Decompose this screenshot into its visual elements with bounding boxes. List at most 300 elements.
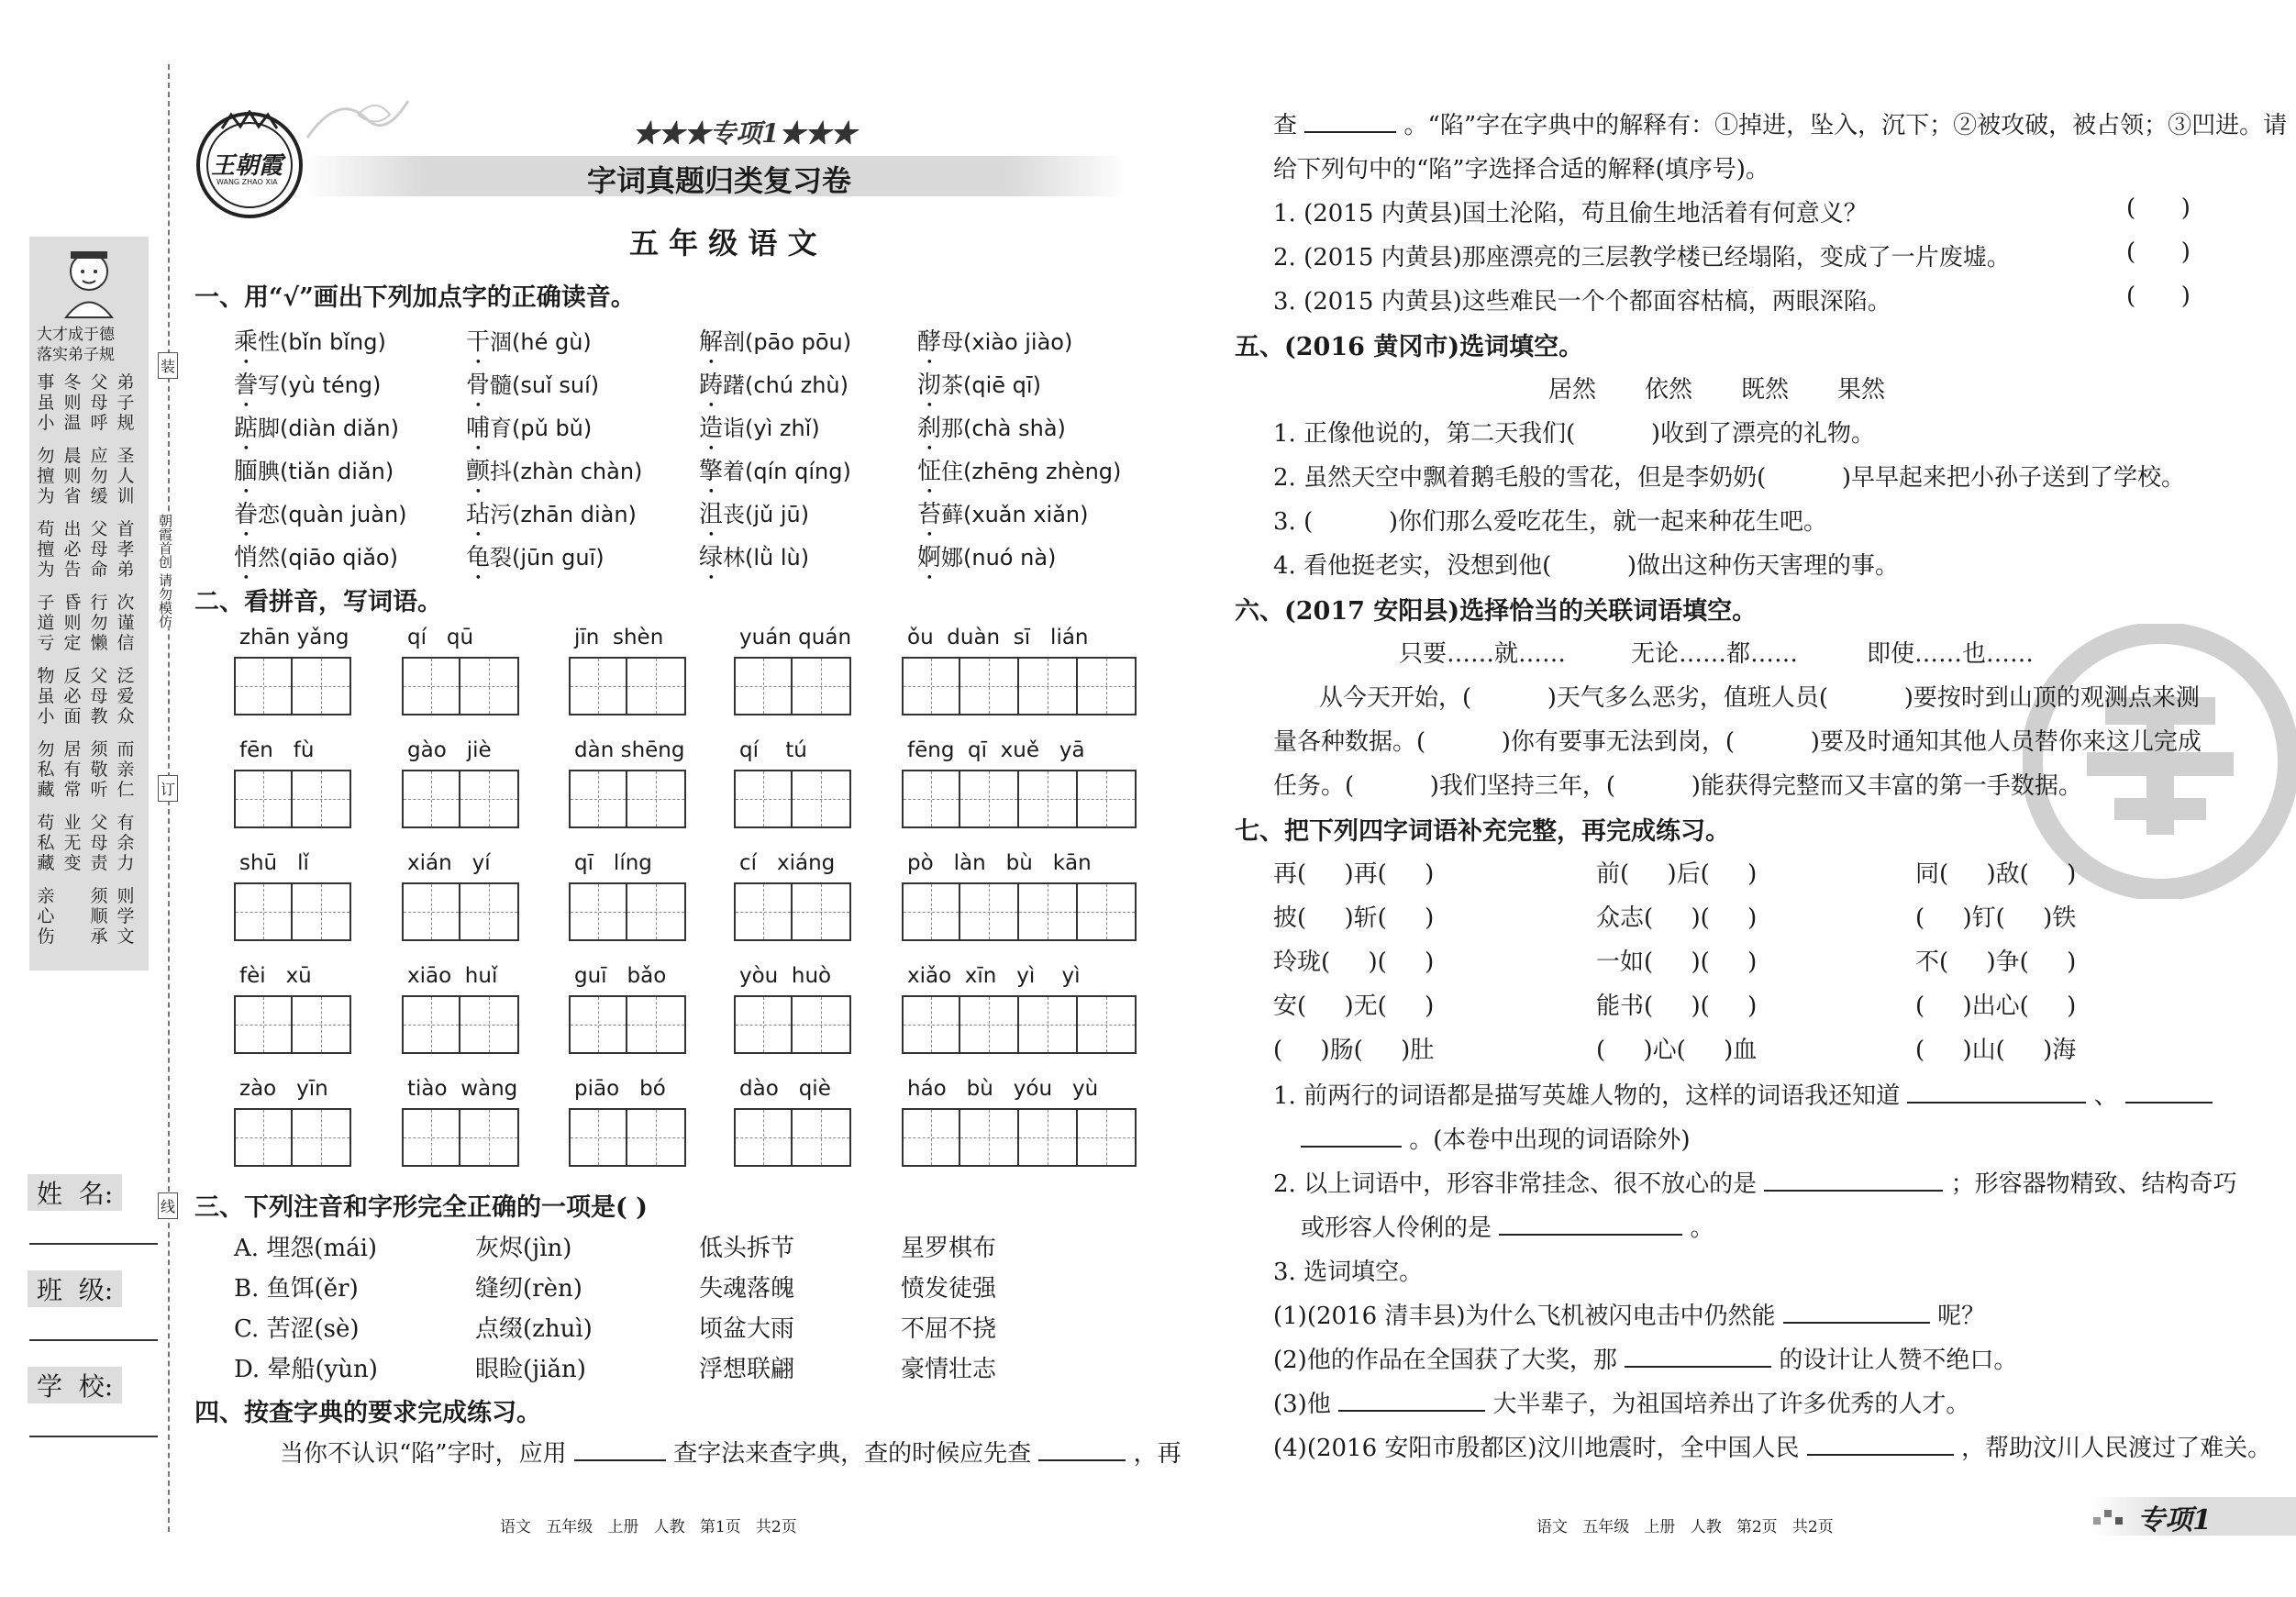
q2-char-cell[interactable] — [402, 770, 460, 828]
q1-item[interactable] — [234, 452, 394, 499]
q2-char-cell[interactable] — [627, 995, 686, 1054]
q7-idiom[interactable]: 再( )再( ) — [1273, 860, 1435, 888]
q2-char-cell[interactable] — [234, 1108, 293, 1167]
q7-idiom[interactable]: ( )出心( ) — [1915, 993, 2077, 1020]
q2-pinyin: dào qiè — [739, 1077, 831, 1101]
q2-char-cell[interactable] — [569, 882, 627, 941]
q4-text-3: ，再 — [1133, 1440, 1181, 1468]
q2-char-cell[interactable] — [1019, 657, 1078, 715]
q7-s4 — [1273, 1429, 2271, 1463]
sidebar-verse: 弟子规 — [116, 372, 135, 433]
q1-item[interactable] — [234, 495, 407, 542]
q1-item[interactable] — [466, 409, 592, 456]
q2-char-cell[interactable] — [734, 882, 793, 941]
verse-columns — [37, 372, 142, 959]
q1-options: 母(xiào jiào) — [941, 329, 1073, 355]
q1-options: 污(zhān diàn) — [490, 502, 637, 527]
school-line — [29, 1436, 158, 1437]
q6-line[interactable]: 任务。( )我们坚持三年，( )能获得完整而又丰富的第一手数据。 — [1273, 772, 2082, 800]
sidebar-verse: 须敬听 — [90, 739, 108, 800]
q4-line — [280, 1435, 1181, 1469]
sidebar-verse: 苟私藏 — [37, 813, 55, 873]
q1-options: 写(yù téng) — [258, 372, 382, 398]
q2-char-cell[interactable] — [569, 1108, 627, 1167]
q5-item[interactable]: 2. 虽然天空中飘着鹅毛般的雪花，但是李奶奶( )早早起来把小孙子送到了学校。 — [1273, 464, 2186, 492]
q1-dotted-char: 绿 — [699, 544, 724, 571]
q2-char-cell[interactable] — [902, 995, 960, 1054]
q4-cont-text-b: 。“陷”字在字典中的解释有：①掉进，坠入，沉下；②被攻破，被占领；③凹进。请 — [1403, 112, 2288, 139]
q2-writing-grid[interactable] — [734, 882, 851, 941]
logo-text: 王朝霞 — [211, 152, 283, 180]
ribbon-decoration — [303, 92, 413, 147]
sidebar-verse: 勿擅为 — [37, 446, 55, 506]
q7-s3-end: 大半辈子，为祖国培养出了许多优秀的人才。 — [1492, 1391, 1970, 1418]
q2-char-cell[interactable] — [793, 657, 851, 715]
q7-s2-blank[interactable] — [1625, 1347, 1771, 1368]
q6-line[interactable]: 量各种数据。( )你有要事无法到岗，( )要及时通知其他人员替你来这儿完成 — [1273, 728, 2202, 756]
q2-char-cell[interactable] — [627, 770, 686, 828]
q1-dotted-char: 乘 — [234, 328, 259, 356]
sidebar-verse: 有余力 — [116, 813, 135, 873]
q7-idiom[interactable]: 众志( )( ) — [1596, 904, 1758, 932]
q1-item[interactable] — [917, 452, 1121, 499]
q1-item[interactable] — [466, 495, 637, 542]
q2-char-cell[interactable] — [1078, 657, 1137, 715]
page-subtitle: 五 年 级 语 文 — [629, 226, 817, 261]
sidebar-verse: 出必告 — [63, 519, 82, 580]
q2-pinyin: zào yīn — [239, 1077, 328, 1101]
q1-options: 娜(nuó nà) — [941, 545, 1057, 571]
q3-option-choice[interactable]: A. 埋怨(mái) — [234, 1235, 378, 1262]
q1-dotted-char: 颤 — [466, 458, 491, 485]
q2-char-cell[interactable] — [293, 882, 351, 941]
q2-pinyin: qí qū — [407, 626, 474, 649]
q2-char-cell[interactable] — [902, 1108, 960, 1167]
q2-char-cell[interactable] — [627, 882, 686, 941]
q4-cont-text-a: 查 — [1273, 112, 1298, 139]
q1-item[interactable] — [917, 538, 1056, 585]
q7-s3-blank[interactable] — [1338, 1392, 1485, 1412]
q4-answer-paren[interactable]: ( ) — [2126, 194, 2191, 222]
q2-char-cell[interactable] — [1078, 995, 1137, 1054]
q1-item[interactable] — [466, 452, 642, 499]
q1-dotted-char: 悄 — [234, 544, 259, 571]
q7-sub2-text-c: 或形容人伶俐的是 — [1301, 1214, 1492, 1242]
corner-decoration — [2093, 1504, 2130, 1526]
q7-s4-blank[interactable] — [1807, 1436, 1954, 1456]
q7-idiom[interactable]: ( )肠( )肚 — [1273, 1037, 1435, 1064]
q1-item[interactable] — [917, 366, 1041, 413]
q2-char-cell[interactable] — [734, 1108, 793, 1167]
q1-item[interactable] — [234, 538, 398, 585]
q2-pinyin: jīn shèn — [574, 626, 664, 649]
q3-option-word: 顷盆大雨 — [699, 1315, 795, 1343]
q2-char-cell[interactable] — [734, 657, 793, 715]
q1-dotted-char: 解 — [699, 328, 724, 356]
q2-char-cell[interactable] — [902, 882, 960, 941]
q5-word: 依然 — [1645, 376, 1693, 404]
q2-pinyin: shū lǐ — [239, 851, 309, 875]
q5-word: 既然 — [1741, 376, 1790, 404]
q6-word: 即使……也…… — [1867, 640, 2035, 668]
q7-title: 七、把下列四字词语补充完整，再完成练习。 — [1235, 817, 1730, 846]
seal-watermark-icon — [2023, 624, 2296, 899]
q1-dotted-char: 造 — [699, 415, 724, 442]
q4-blank-2[interactable] — [1038, 1441, 1126, 1461]
q2-writing-grid[interactable] — [402, 1108, 519, 1167]
q1-options: 藓(xuǎn xiǎn) — [941, 502, 1089, 527]
q6-title: 六、(2017 安阳县)选择恰当的关联词语填空。 — [1235, 597, 1758, 626]
q1-options: 那(chà shà) — [941, 416, 1066, 441]
q4-answer-paren[interactable]: ( ) — [2126, 283, 2191, 310]
q2-writing-grid[interactable] — [569, 1108, 686, 1167]
q7-sub2-cont — [1301, 1209, 1714, 1243]
q2-char-cell[interactable] — [293, 657, 351, 715]
q1-item[interactable] — [917, 409, 1066, 456]
q3-option-word: 浮想联翩 — [699, 1356, 795, 1383]
q2-char-cell[interactable] — [734, 770, 793, 828]
q7-idiom[interactable]: ( )钉( )铁 — [1915, 904, 2077, 932]
q4-text-2: 查字法来查字典，查的时候应先查 — [673, 1440, 1032, 1468]
q7-idiom[interactable]: 玲珑( )( ) — [1273, 948, 1435, 976]
q2-writing-grid[interactable] — [902, 657, 1137, 715]
sidebar-verse: 父母责 — [90, 813, 108, 873]
q2-writing-grid[interactable] — [569, 770, 686, 828]
q2-pinyin: háo bù yóu yù — [907, 1077, 1099, 1101]
q2-char-cell[interactable] — [1078, 770, 1137, 828]
q7-sub2-blank-2[interactable] — [1499, 1215, 1682, 1236]
q7-idiom[interactable]: ( )山( )海 — [1915, 1037, 2077, 1064]
sidebar-verse: 首孝弟 — [116, 519, 135, 580]
q7-s2 — [1273, 1341, 2017, 1375]
q2-char-cell[interactable] — [1019, 1108, 1078, 1167]
q1-item[interactable] — [699, 538, 809, 585]
q2-char-cell[interactable] — [960, 657, 1019, 715]
q3-option-choice[interactable]: D. 晕船(yùn) — [234, 1356, 378, 1383]
q4-item: 2. (2015 内黄县)那座漂亮的三层教学楼已经塌陷，变成了一片废墟。 — [1273, 244, 2011, 272]
sidebar-verse: 泛爱众 — [116, 666, 135, 726]
q1-item[interactable] — [466, 538, 605, 585]
q2-char-cell[interactable] — [402, 882, 460, 941]
q1-dotted-char: 龟 — [466, 544, 491, 571]
q2-char-cell[interactable] — [460, 657, 519, 715]
q2-char-cell[interactable] — [793, 770, 851, 828]
name-label: 姓 名: — [28, 1174, 122, 1211]
q7-sub1-blank-3[interactable] — [1301, 1127, 1402, 1148]
q2-char-cell[interactable] — [1019, 770, 1078, 828]
q1-dotted-char: 哺 — [466, 415, 491, 442]
q1-dotted-char: 沮 — [699, 501, 724, 528]
q2-pinyin: qí tú — [739, 738, 807, 762]
q5-item[interactable]: 1. 正像他说的，第二天我们( )收到了漂亮的礼物。 — [1273, 420, 1876, 448]
q1-item[interactable] — [699, 366, 849, 413]
q1-options: 着(qín qíng) — [723, 459, 851, 484]
q2-char-cell[interactable] — [793, 1108, 851, 1167]
q2-writing-grid[interactable] — [402, 657, 519, 715]
sidebar-verse: 父母命 — [90, 519, 108, 580]
cartoon-icon — [57, 246, 121, 319]
q7-sub1-blank-2[interactable] — [2125, 1083, 2213, 1103]
q2-writing-grid[interactable] — [734, 657, 851, 715]
q2-char-cell[interactable] — [402, 995, 460, 1054]
q2-pinyin: xián yí — [407, 851, 491, 875]
logo-sub: WANG ZHAO XIA — [216, 178, 278, 186]
q3-option-word: 不屈不挠 — [901, 1315, 997, 1343]
sidebar-verse: 圣人训 — [116, 446, 135, 506]
q6-line[interactable]: 从今天开始，( )天气多么恶劣，值班人员( )要按时到山顶的观测点来测 — [1319, 684, 2200, 712]
q2-title: 二、看拼音，写词语。 — [194, 588, 442, 616]
q1-dotted-char: 眷 — [234, 501, 259, 528]
q1-dotted-char: 婀 — [917, 544, 942, 571]
q7-s1-blank[interactable] — [1783, 1303, 1930, 1324]
school-label: 学 校: — [28, 1367, 122, 1403]
q2-pinyin: yuán quán — [739, 626, 852, 649]
sidebar-verse: 居有常 — [63, 739, 82, 800]
q1-options: 育(pǔ bǔ) — [490, 416, 593, 441]
q4-text-1: 当你不认识“陷”字时，应用 — [280, 1440, 567, 1468]
q2-pinyin: dàn shēng — [574, 738, 685, 762]
q4-cont-line-1 — [1273, 106, 2287, 140]
q2-char-cell[interactable] — [460, 995, 519, 1054]
q2-writing-grid[interactable] — [902, 995, 1137, 1054]
right-footer: 语文 五年级 上册 人教 第2页 共2页 — [1536, 1518, 1834, 1536]
sidebar-verse: 物虽小 — [37, 666, 55, 726]
page-title: 字词真题归类复习卷 — [587, 163, 852, 198]
q2-char-cell[interactable] — [960, 995, 1019, 1054]
q3-option-word: 缝纫(rèn) — [475, 1275, 582, 1303]
q5-item[interactable]: 3. ( )你们那么爱吃花生，就一起来种花生吧。 — [1273, 508, 1828, 536]
q1-item[interactable] — [917, 323, 1072, 370]
q1-dotted-char: 骨 — [466, 372, 491, 399]
q7-s1-text: (1)(2016 清丰县)为什么飞机被闪电击中仍然能 — [1273, 1303, 1776, 1330]
q2-writing-grid[interactable] — [734, 1108, 851, 1167]
q2-pinyin: tiào wàng — [407, 1077, 518, 1101]
fold-mark-1: 装 — [158, 352, 178, 379]
q7-s2-end: 的设计让人赞不绝口。 — [1779, 1347, 2018, 1374]
q2-writing-grid[interactable] — [902, 882, 1137, 941]
q7-sub2-text: 2. 以上词语中，形容非常挂念、很不放心的是 — [1273, 1170, 1758, 1198]
q2-writing-grid[interactable] — [734, 995, 851, 1054]
q2-writing-grid[interactable] — [234, 657, 351, 715]
sidebar-verse: 事虽小 — [37, 372, 55, 433]
q1-options: 腆(tiǎn diǎn) — [258, 459, 394, 484]
q7-s4-text: (4)(2016 安阳市殷都区)汶川地震时，全中国人民 — [1273, 1435, 1800, 1462]
q1-title: 一、用“√”画出下列加点字的正确读音。 — [194, 283, 636, 312]
q5-title: 五、(2016 黄冈市)选词填空。 — [1235, 333, 1584, 361]
q2-char-cell[interactable] — [234, 882, 293, 941]
q1-item[interactable] — [699, 323, 851, 370]
q2-pinyin: fèi xū — [239, 964, 312, 988]
sidebar-verse: 亲心伤 — [37, 886, 55, 947]
q2-writing-grid[interactable] — [402, 995, 519, 1054]
q1-dotted-char: 玷 — [466, 501, 491, 528]
q4-item: 3. (2015 内黄县)这些难民一个个都面容枯槁，两眼深陷。 — [1273, 288, 1891, 316]
q7-s4-end: ，帮助汶川人民渡过了难关。 — [1961, 1435, 2272, 1462]
q5-item[interactable]: 4. 看他挺老实，没想到他( )做出这种伤天害理的事。 — [1273, 552, 1900, 580]
school-field[interactable] — [20, 1367, 158, 1440]
sidebar-verse: 反必面 — [63, 666, 82, 726]
q7-sub1-blank-1[interactable] — [1907, 1083, 2086, 1103]
q2-writing-grid[interactable] — [234, 882, 351, 941]
q2-char-cell[interactable] — [402, 1108, 460, 1167]
q2-char-cell[interactable] — [960, 1108, 1019, 1167]
logo-badge — [194, 110, 305, 220]
q3-option-word: 灰烬(jìn) — [475, 1235, 572, 1262]
name-field[interactable] — [20, 1174, 158, 1248]
q1-options: 性(bǐn bǐng) — [258, 329, 386, 355]
q7-sub2-text-d: 。 — [1690, 1214, 1714, 1242]
q1-dotted-char: 干 — [466, 328, 491, 356]
q2-char-cell[interactable] — [569, 770, 627, 828]
sidebar-verse: 子道亏 — [37, 593, 55, 653]
fold-mark-2: 订 — [158, 775, 178, 802]
q2-writing-grid[interactable] — [234, 770, 351, 828]
q1-item[interactable] — [466, 366, 599, 413]
q2-writing-grid[interactable] — [902, 1108, 1137, 1167]
q6-word: 只要……就…… — [1399, 640, 1567, 668]
q1-item[interactable] — [234, 323, 386, 370]
q3-title: 三、下列注音和字形完全正确的一项是( ) — [194, 1193, 648, 1222]
q2-writing-grid[interactable] — [569, 657, 686, 715]
q2-writing-grid[interactable] — [402, 882, 519, 941]
q2-char-cell[interactable] — [293, 995, 351, 1054]
q2-char-cell[interactable] — [627, 657, 686, 715]
q2-char-cell[interactable] — [293, 770, 351, 828]
q2-char-cell[interactable] — [402, 657, 460, 715]
corner-tag-label: 专项1 — [2137, 1504, 2212, 1536]
q2-pinyin: zhān yǎng — [239, 626, 349, 649]
q4-blank-3[interactable] — [1304, 113, 1396, 133]
q2-char-cell[interactable] — [234, 657, 293, 715]
q2-char-cell[interactable] — [569, 657, 627, 715]
q7-idiom[interactable]: 披( )斩( ) — [1273, 904, 1435, 932]
q2-char-cell[interactable] — [460, 882, 519, 941]
q1-dotted-char: 誊 — [234, 372, 259, 399]
motto-sidebar — [29, 237, 149, 970]
q7-sub1-cont — [1301, 1121, 1691, 1155]
q2-char-cell[interactable] — [1019, 995, 1078, 1054]
q1-item[interactable] — [699, 409, 820, 456]
q7-sub1-text: 1. 前两行的词语都是描写英雄人物的，这样的词语我还知道 — [1273, 1082, 1901, 1110]
q1-options: 涸(hé gù) — [490, 329, 592, 355]
class-label: 班 级: — [28, 1270, 122, 1307]
q2-char-cell[interactable] — [1078, 1108, 1137, 1167]
q1-options: 住(zhēng zhèng) — [941, 459, 1122, 484]
q7-idiom[interactable]: 前( )后( ) — [1596, 860, 1758, 888]
q6-word: 无论……都…… — [1631, 640, 1799, 668]
q2-pinyin: guī bǎo — [574, 964, 667, 988]
q2-char-cell[interactable] — [234, 770, 293, 828]
q1-dotted-char: 苔 — [917, 501, 942, 528]
sidebar-verse: 父母呼 — [90, 372, 108, 433]
q2-char-cell[interactable] — [960, 882, 1019, 941]
q1-options: 丧(jǔ jū) — [723, 502, 810, 527]
q1-options: 髓(suǐ suí) — [490, 372, 600, 398]
sidebar-verse: 昏则定 — [63, 593, 82, 653]
q3-option-word: 点缀(zhuì) — [475, 1315, 593, 1343]
q3-option-choice[interactable]: C. 苦涩(sè) — [234, 1315, 360, 1343]
left-footer: 语文 五年级 上册 人教 第1页 共2页 — [500, 1518, 797, 1536]
q2-writing-grid[interactable] — [902, 770, 1137, 828]
q7-idiom[interactable]: ( )心( )血 — [1596, 1037, 1758, 1064]
q2-pinyin: fēng qī xuě yā — [907, 738, 1085, 762]
q7-idiom[interactable]: 安( )无( ) — [1273, 993, 1435, 1020]
q2-writing-grid[interactable] — [569, 882, 686, 941]
q7-sub2-text-b: ；形容器物精致、结构奇巧 — [1950, 1170, 2237, 1198]
q7-idiom[interactable]: 不( )争( ) — [1915, 948, 2077, 976]
q1-item[interactable] — [234, 409, 399, 456]
sidebar-verse: 晨则省 — [63, 446, 82, 506]
q3-option-choice[interactable]: B. 鱼饵(ěr) — [234, 1275, 359, 1303]
q1-item[interactable] — [917, 495, 1089, 542]
motto-2: 落实弟子规 — [37, 346, 115, 364]
q2-char-cell[interactable] — [902, 770, 960, 828]
q2-char-cell[interactable] — [569, 995, 627, 1054]
q2-char-cell[interactable] — [234, 995, 293, 1054]
q1-dotted-char: 沏 — [917, 372, 942, 399]
q2-char-cell[interactable] — [793, 882, 851, 941]
q7-idiom[interactable]: 一如( )( ) — [1596, 948, 1758, 976]
q3-option-word: 失魂落魄 — [699, 1275, 795, 1303]
q7-s3 — [1273, 1385, 1969, 1419]
q2-char-cell[interactable] — [1078, 882, 1137, 941]
q7-sub2-blank-1[interactable] — [1764, 1171, 1943, 1192]
q2-pinyin: xiǎo xīn yì yì — [907, 964, 1081, 988]
q1-item[interactable] — [234, 366, 381, 413]
q2-char-cell[interactable] — [293, 1108, 351, 1167]
q7-idiom[interactable]: 同( )敌( ) — [1915, 860, 2077, 888]
q1-options: 脚(diàn diǎn) — [258, 416, 400, 441]
q3-option-word: 愤发徒强 — [901, 1275, 997, 1303]
q7-s1-end: 呢？ — [1937, 1303, 1986, 1330]
q2-char-cell[interactable] — [627, 1108, 686, 1167]
q2-char-cell[interactable] — [460, 770, 519, 828]
q1-item[interactable] — [466, 323, 592, 370]
sidebar-verse: 须顺承 — [90, 886, 108, 947]
q7-idiom[interactable]: 能书( )( ) — [1596, 993, 1758, 1020]
q2-writing-grid[interactable] — [734, 770, 851, 828]
q1-dotted-char: 擎 — [699, 458, 724, 485]
q4-title: 四、按查字典的要求完成练习。 — [194, 1399, 541, 1427]
q4-blank-1[interactable] — [574, 1441, 666, 1461]
q2-writing-grid[interactable] — [569, 995, 686, 1054]
q2-char-cell[interactable] — [734, 995, 793, 1054]
q1-item[interactable] — [699, 452, 851, 499]
q2-writing-grid[interactable] — [402, 770, 519, 828]
class-field[interactable] — [20, 1270, 158, 1344]
q2-char-cell[interactable] — [1019, 882, 1078, 941]
q2-char-cell[interactable] — [960, 770, 1019, 828]
q4-answer-paren[interactable]: ( ) — [2126, 238, 2191, 266]
q7-sub1 — [1273, 1077, 2213, 1111]
q5-word: 果然 — [1837, 376, 1886, 404]
q2-pinyin: piāo bó — [574, 1077, 666, 1101]
motto-1: 大才成于德 — [37, 326, 115, 344]
q1-item[interactable] — [699, 495, 809, 542]
q2-char-cell[interactable] — [902, 657, 960, 715]
q1-options: 茶(qiē qī) — [941, 372, 1041, 398]
sidebar-verse: 应勿缓 — [90, 446, 108, 506]
q2-writing-grid[interactable] — [234, 995, 351, 1054]
q2-pinyin: cí xiáng — [739, 851, 836, 875]
q1-options: 林(lǜ lù) — [723, 545, 810, 571]
q2-char-cell[interactable] — [460, 1108, 519, 1167]
q1-options: 诣(yì zhǐ) — [723, 416, 820, 441]
series-label: ★★★专项1★★★ — [633, 118, 857, 149]
sidebar-verse: 冬则温 — [63, 372, 82, 433]
q2-writing-grid[interactable] — [234, 1108, 351, 1167]
q2-char-cell[interactable] — [793, 995, 851, 1054]
